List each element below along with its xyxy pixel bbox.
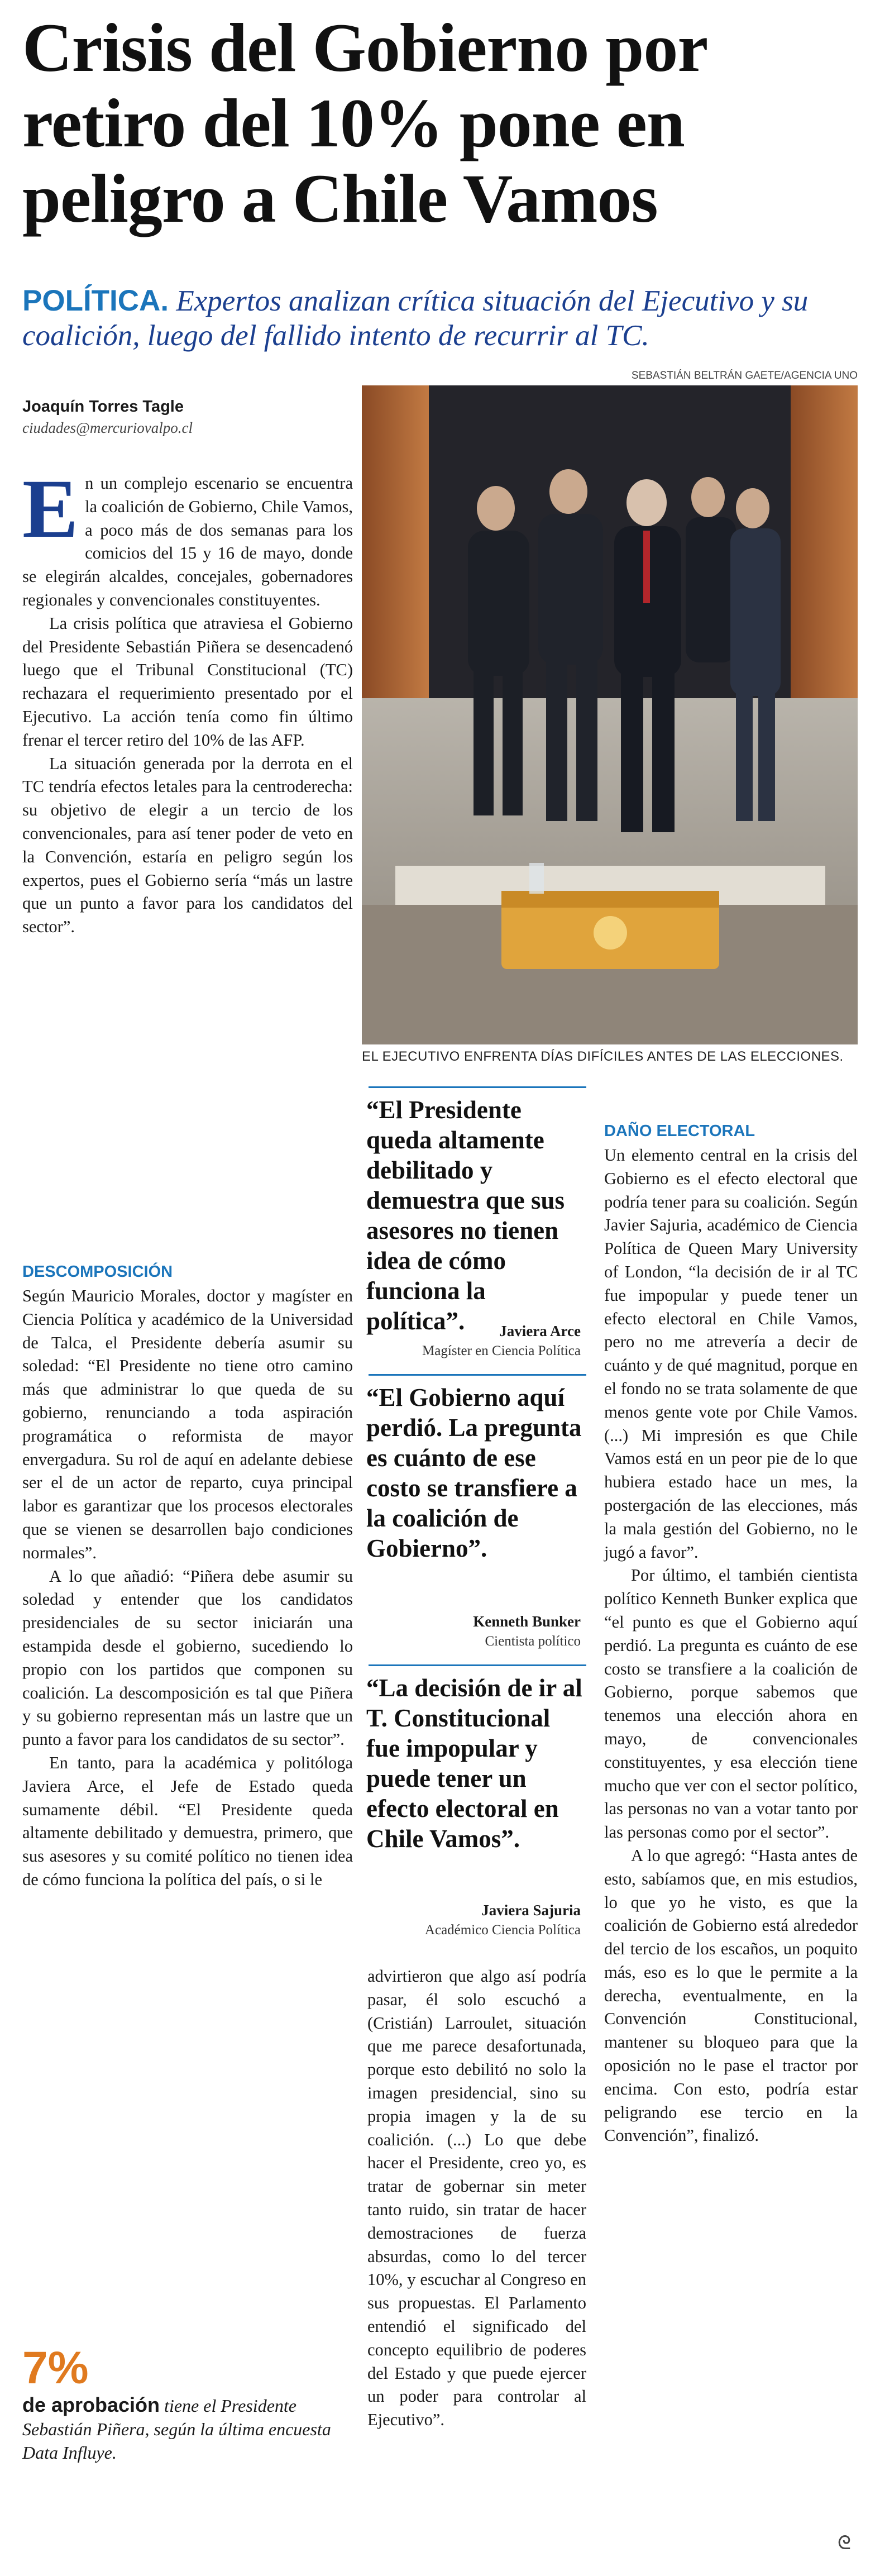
author-name: Joaquín Torres Tagle xyxy=(22,398,184,416)
paragraph: La crisis política que atraviesa el Gobierno del Presidente Sebastián Piñera se desencadenó luego que el Tribunal Constitucional (TC) rechazara el requerimiento presentado por el Ejecutivo. La acción tenía como fin último frenar el tercer retiro del 10% de las AFP. xyxy=(22,613,353,750)
stat-text xyxy=(22,2393,357,2464)
subheading-dano-electoral: DAÑO ELECTORAL xyxy=(604,1122,755,1140)
paragraph: advirtieron que algo así podría pasar, él solo escuchó a (Cristián) Larroulet, situación que me parece desafortunada, porque esto debilitó no solo la imagen presidencial, sino su propia imagen y la de su coalición. (...) Lo que debe hacer el Presidente, creo yo, es tratar de gobernar sin meter tanto ruido, sin tratar de hacer demostraciones de fuerza absurdas, como lo del tercer 10%, y escuchar al Congreso en sus propuestas. El Parlamento entendió el significado del concepto equilibrio de poderes del Estado y que puede ejercer un poder para controlar al Ejecutivo”. xyxy=(367,1967,586,2430)
drop-cap: E xyxy=(22,462,79,555)
pull-quote-1-role: Magíster en Ciencia Política xyxy=(422,1343,581,1358)
stat-label: de aprobación xyxy=(22,2393,160,2416)
headline: Crisis del Gobierno por retiro del 10% pone en peligro a Chile Vamos xyxy=(22,9,707,237)
pull-quote-3: “La decisión de ir al T. Constitucional fue impopular y puede tener un efecto electoral en Chile Vamos”. xyxy=(366,1674,582,1853)
quote-rule xyxy=(369,1374,586,1376)
stat-description: tiene el Presidente Sebastián Piñera, según la última encuesta Data Influye. xyxy=(22,2396,331,2463)
pull-quote-1: “El Presidente queda altamente debilitado y demuestra que sus asesores no tienen idea de cómo funciona la política”. xyxy=(366,1096,565,1335)
deck-text: Expertos analizan crítica situación del Ejecutivo y su coalición, luego del fallido intento de recurrir al TC. xyxy=(22,285,809,352)
pull-quote-2-role: Cientista político xyxy=(485,1634,581,1649)
stat-number: 7% xyxy=(22,2343,89,2393)
pull-quote-3-role: Académico Ciencia Política xyxy=(424,1923,581,1938)
news-photo xyxy=(362,385,858,1044)
article-column-1-continued xyxy=(22,1257,353,1892)
byline xyxy=(22,398,346,437)
stat-box xyxy=(22,2343,357,2464)
quote-rule xyxy=(369,1086,586,1088)
article-column-3 xyxy=(604,1116,858,2148)
author-email: ciudades@mercuriovalpo.cl xyxy=(22,419,193,436)
photo-caption: EL EJECUTIVO ENFRENTA DÍAS DIFÍCILES ANTES DE LAS ELECCIONES. xyxy=(362,1049,844,1064)
paragraph: Por último, el también cientista político Kenneth Bunker explica que “el punto es que el Gobierno aquí perdió. La pregunta es cuánto de ese costo se transfiere a la coalición de Gobierno, porque sabemos que tenemos una elección ahora en mayo, de convencionales constituyentes, y esa elección tiene mucho que ver con el sector político, las personas no van a votar tanto por las personas como por el sector”. xyxy=(604,1566,858,1842)
paragraph: A lo que agregó: “Hasta antes de esto, sabíamos que, en mis estudios, lo que yo he visto, es que la coalición de Gobierno está alrededor del tercio de los escaños, un poquito más, eso es lo que le permite a la derecha, eventualmente, en la Convención Constitucional, mantener su bloqueo para que la oposición no le pase el tractor por encima. Con esto, podría estar peligrando ese tercio en la Convención”, finalizó. xyxy=(604,1845,858,2145)
pull-quote-2: “El Gobierno aquí perdió. La pregunta es cuánto de ese costo se transfiere a la coalición de Gobierno”. xyxy=(366,1384,582,1562)
paragraph: Según Mauricio Morales, doctor y magíster en Ciencia Política y académico de la Universidad de Talca, el Presidente debería asumir su soledad: “El Presidente no tiene otro camino más que administrar lo que queda de su gobierno, renunciando a toda aspiración programática o reformista de mayor envergadura. Su rol de aquí en adelante debiese ser el de un actor de reparto, cuya principal labor es garantizar que los procesos electorales que se vienen se desarrollen bajo condiciones normales”. xyxy=(22,1286,353,1562)
paragraph: A lo que añadió: “Piñera debe asumir su soledad y entender que los candidatos presidenciales de su sector iniciarán una estampida desde el gobierno, sucediendo lo propio con los partidos que componen su coalición. La descomposición es tal que Piñera y su gobierno representan más un lastre que un punto a favor para los candidatos de su sector”. xyxy=(22,1566,353,1749)
photo-illustration xyxy=(362,385,858,1044)
pull-quote-2-name: Kenneth Bunker xyxy=(473,1613,581,1630)
subheading-descomposicion: DESCOMPOSICIÓN xyxy=(22,1263,173,1281)
deck xyxy=(22,284,860,353)
paragraph: Un elemento central en la crisis del Gobierno es el efecto electoral que podría tener para su coalición. Según Javier Sajuria, académico de Ciencia Política de Queen Mary University of London, “la decisión de ir al TC fue impopular y puede tener un efecto electoral en Chile Vamos, pero no me atrevería a decir de cuánto y de qué magnitud, porque en el fondo no se trata solamente de que menos gente vote por Chile Vamos. (...) Mi impresión es que Chile Vamos está en un peor pie de lo que hubiera estado hace un mes, la postergación de las elecciones, más la mala gestión del Gobierno, no le jugó a favor”. xyxy=(604,1146,858,1562)
article-column-2 xyxy=(367,1965,586,2432)
photo-credit: SEBASTIÁN BELTRÁN GAETE/AGENCIA UNO xyxy=(631,370,858,381)
paragraph: La situación generada por la derrota en el TC tendría efectos letales para la centroderecha: su objetivo de elegir a un tercio de los convencionales, para así tener poder de veto en la Convención, estaría en peligro según los expertos, pues el Gobierno sería “más un lastre que un punto a favor para los candidatos del sector”. xyxy=(22,753,353,937)
section-tag: POLÍTICA. xyxy=(22,284,169,317)
article-column-1 xyxy=(22,462,353,939)
pull-quote-1-name: Javiera Arce xyxy=(499,1323,581,1339)
paragraph: En tanto, para la académica y politóloga Javiera Arce, el Jefe de Estado queda sumamente débil. “El Presidente queda altamente debilitado y demuestra, primero, que sus asesores y su comité político no tienen idea de cómo funciona la política del país, o si le xyxy=(22,1753,353,1889)
pull-quote-3-name: Javiera Sajuria xyxy=(481,1902,581,1919)
quote-rule xyxy=(369,1664,586,1666)
paragraph: En un complejo escenario se encuentra la coalición de Gobierno, Chile Vamos, a poco más de dos semanas para los comicios del 15 y 16 de mayo, donde se elegirán alcaldes, concejales, gobernadores regionales y convencionales constituyentes. xyxy=(22,462,353,609)
end-mark: ᘓ xyxy=(838,2533,851,2554)
